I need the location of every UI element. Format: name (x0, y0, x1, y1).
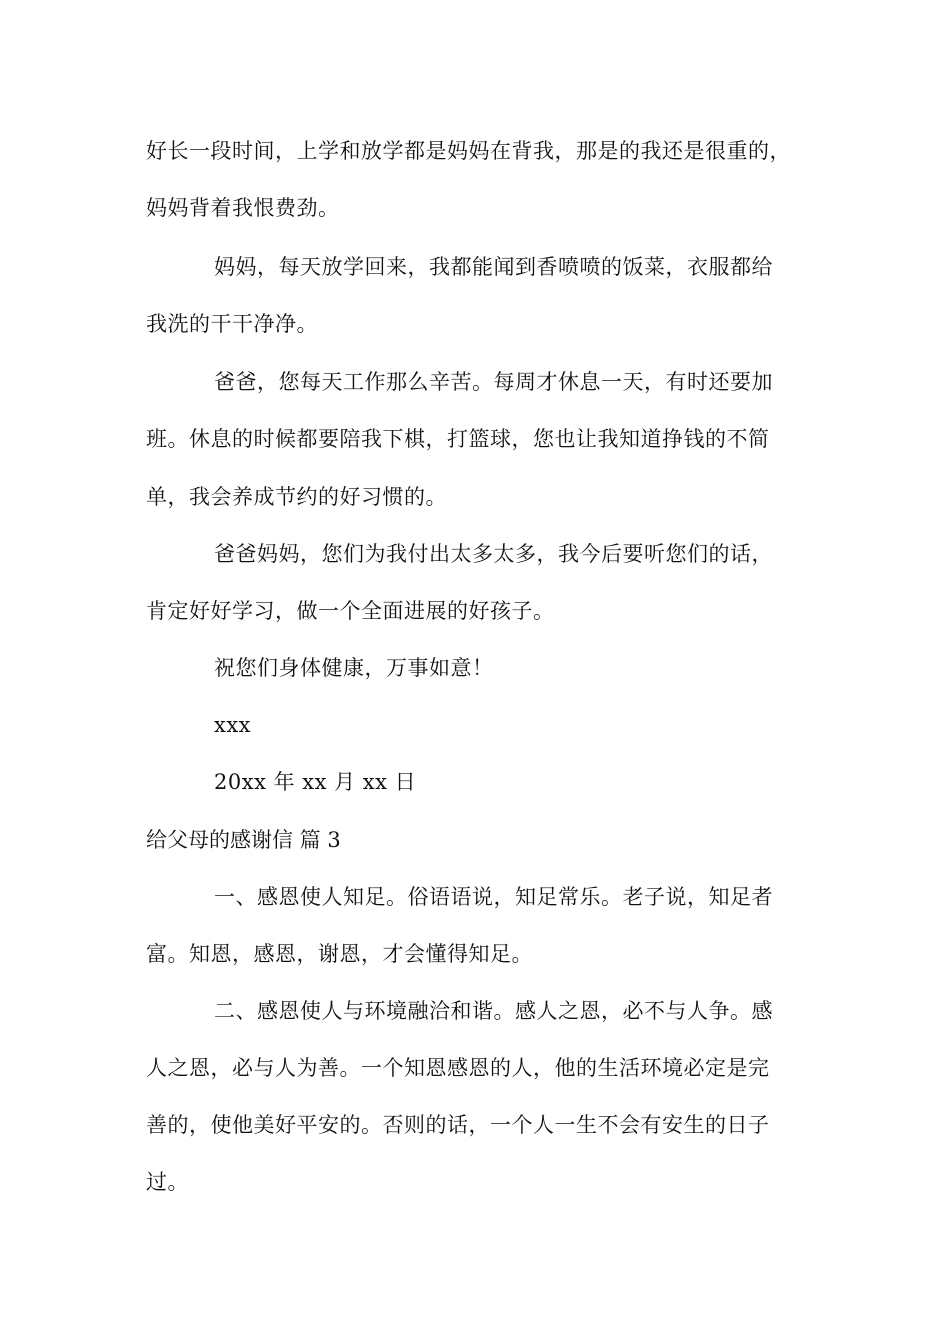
paragraph-line: 好长一段时间，上学和放学都是妈妈在背我，那是的我还是很重的， (146, 139, 791, 163)
paragraph-line: 二、感恩使人与环境融洽和谐。感人之恩，必不与人争。感 (214, 999, 773, 1023)
date-line: 20xx 年 xx 月 xx 日 (214, 770, 417, 794)
paragraph-line: 妈妈背着我恨费劲。 (146, 196, 340, 220)
section-heading: 给父母的感谢信 篇 3 (146, 828, 341, 852)
paragraph-line: 人之恩，必与人为善。一个知恩感恩的人，他的生活环境必定是完 (146, 1056, 770, 1080)
paragraph-line: 我洗的干干净净。 (146, 312, 318, 336)
paragraph-line: 爸爸妈妈，您们为我付出太多太多，我今后要听您们的话， (214, 542, 773, 566)
paragraph-line: 肯定好好学习，做一个全面进展的好孩子。 (146, 599, 555, 623)
paragraph-line: 爸爸，您每天工作那么辛苦。每周才休息一天，有时还要加 (214, 370, 773, 394)
paragraph-line: 单，我会养成节约的好习惯的。 (146, 485, 447, 509)
paragraph-line: 善的，使他美好平安的。否则的话，一个人一生不会有安生的日子 (146, 1113, 770, 1137)
paragraph-line: 过。 (146, 1170, 189, 1194)
closing-line: 祝您们身体健康，万事如意！ (214, 656, 494, 680)
paragraph-line: 一、感恩使人知足。俗语语说，知足常乐。老子说，知足者 (214, 885, 773, 909)
paragraph-line: 妈妈，每天放学回来，我都能闻到香喷喷的饭菜，衣服都给 (214, 255, 773, 279)
signature-line: xxx (214, 713, 252, 737)
paragraph-line: 富。知恩，感恩，谢恩，才会懂得知足。 (146, 942, 533, 966)
paragraph-line: 班。休息的时候都要陪我下棋，打篮球，您也让我知道挣钱的不简 (146, 427, 770, 451)
